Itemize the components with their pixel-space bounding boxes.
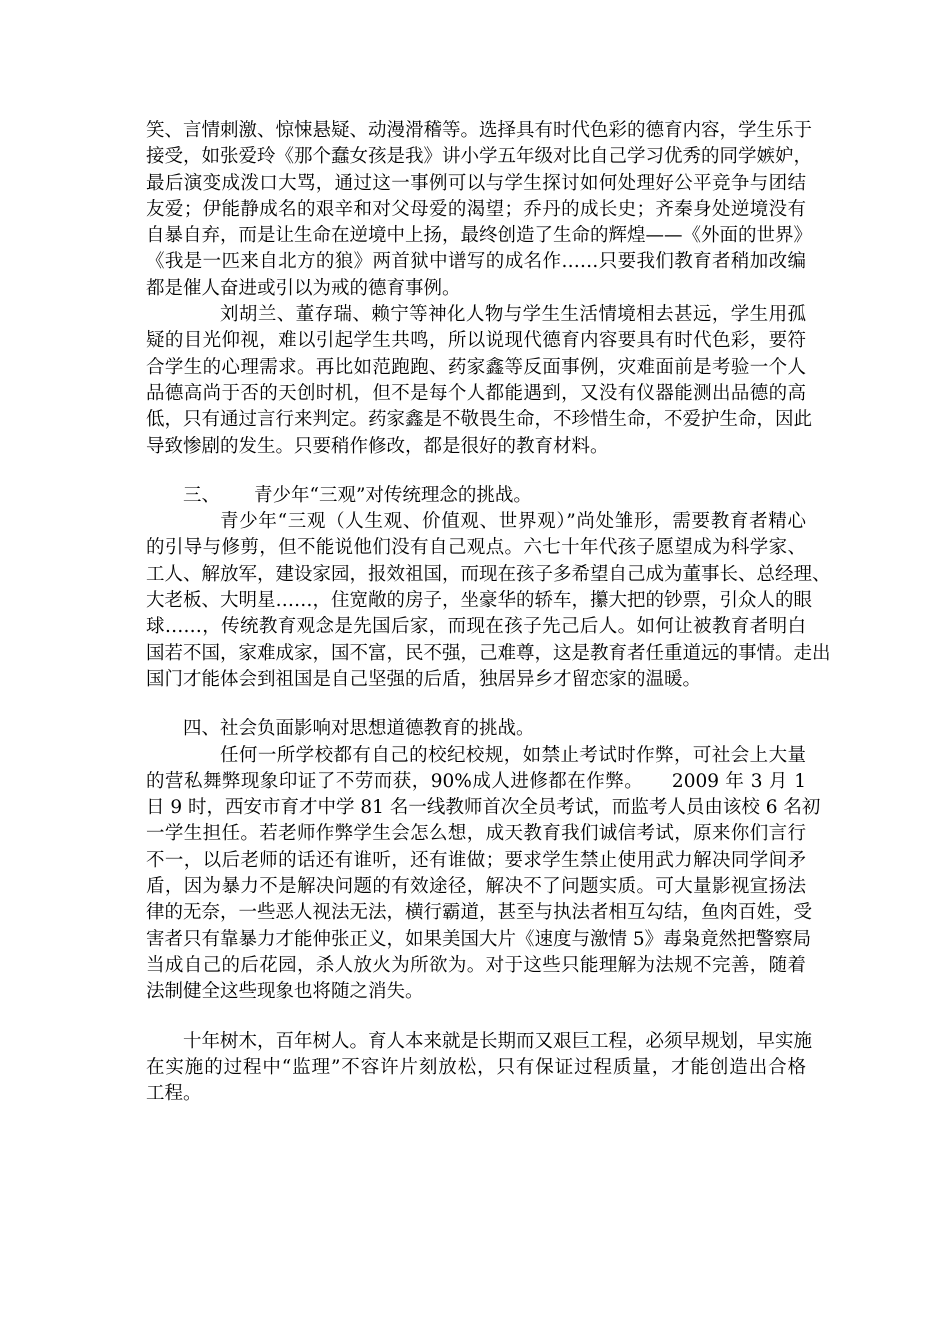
text-line: 《我是一匹来自北方的狼》两首狱中谱写的成名作……只要我们教育者稍加改编 [146,251,806,273]
text-line: 最后演变成泼口大骂，通过这一事例可以与学生探讨如何处理好公平竞争与团结 [146,172,806,194]
paragraph-4 [146,743,821,1006]
text-line: 一学生担任。若老师作弊学生会怎么想，成天教育我们诚信考试，原来你们言行 [146,823,806,845]
section-heading-4 [146,716,806,742]
text-line: 品德高尚于否的天创时机，但不是每个人都能遇到，又没有仪器能测出品德的高 [146,382,806,404]
section-heading-3 [146,483,806,509]
section-title: 青少年“三观”对传统理念的挑战。 [254,484,532,506]
paragraph-2 [146,302,813,460]
text-line: 球……，传统教育观念是先国后家，而现在孩子先己后人。如何让被教育者明白 [146,616,806,638]
text-line: 不一，以后老师的话还有谁听，还有谁做；要求学生禁止使用武力解决同学间矛 [146,849,806,871]
paragraph-3 [146,509,831,693]
text-line: 的营私舞弊现象印证了不劳而获，90%成人进修都在作弊。 2009 年 3 月 1 [146,770,806,792]
text-line: 青少年“三观（人生观、价值观、世界观）”尚处雏形，需要教育者精心 [220,511,806,533]
text-line: 笑、言情刺激、惊悚悬疑、动漫滑稽等。选择具有时代色彩的德育内容，学生乐于 [146,120,813,141]
text-line: 在实施的过程中“监理”不容许片刻放松，只有保证过程质量，才能创造出合格 [146,1056,806,1078]
paragraph-5 [146,1029,813,1108]
paragraph-spacer [146,460,806,483]
text-line: 害者只有靠暴力才能伸张正义，如果美国大片《速度与激情 5》毒枭竟然把警察局 [146,928,812,950]
text-line: 日 9 时，西安市育才中学 81 名一线教师首次全员考试，而监考人员由该校 6 名初 [146,797,821,819]
text-line: 国门才能体会到祖国是自己坚强的后盾，独居异乡才留恋家的温暖。 [146,668,702,690]
text-line: 盾，因为暴力不是解决问题的有效途径，解决不了问题实质。可大量影视宣扬法 [146,876,806,898]
document-page [146,118,831,1107]
text-line: 任何一所学校都有自己的校纪校规，如禁止考试时作弊，可社会上大量 [220,744,806,766]
text-line: 导致惨剧的发生。只要稍作修改，都是很好的教育材料。 [146,435,609,457]
text-line: 刘胡兰、董存瑞、赖宁等神化人物与学生生活情境相去甚远，学生用孤 [220,304,806,326]
text-line: 大老板、大明星……，住宽敞的房子，坐豪华的轿车，攥大把的钞票，引众人的眼 [146,590,813,612]
text-line: 当成自己的后花园，杀人放火为所欲为。对于这些只能理解为法规不完善，随着 [146,954,806,976]
text-line: 国若不国，家难成家，国不富，民不强，己难尊，这是教育者任重道远的事情。走出 [146,642,831,664]
text-line: 工人、解放军，建设家园，报效祖国，而现在孩子多希望自己成为董事长、总经理、 [146,563,831,585]
text-line: 低，只有通过言行来判定。药家鑫是不敬畏生命，不珍惜生命，不爱护生命，因此 [146,409,813,431]
paragraph-spacer [146,693,806,716]
paragraph-1 [146,118,813,302]
text-line: 合学生的心理需求。再比如范跑跑、药家鑫等反面事例，灾难面前是考验一个人 [146,356,806,378]
text-line: 疑的目光仰视，难以引起学生共鸣，所以说现代德育内容要具有时代色彩，要符 [146,330,806,352]
text-line: 律的无奈，一些恶人视法无法，横行霸道，甚至与执法者相互勾结，鱼肉百姓，受 [146,902,813,924]
text-line: 接受，如张爱玲《那个蠢女孩是我》讲小学五年级对比自己学习优秀的同学嫉妒， [146,146,813,168]
section-title: 四、社会负面影响对思想道德教育的挑战。 [183,718,535,740]
text-line: 十年树木，百年树人。育人本来就是长期而又艰巨工程，必须早规划，早实施 [183,1030,813,1052]
text-line: 自暴自弃，而是让生命在逆境中上扬，最终创造了生命的辉煌——《外面的世界》 [146,225,813,247]
text-line: 友爱；伊能静成名的艰辛和对父母爱的渴望；乔丹的成长史；齐秦身处逆境没有 [146,198,806,220]
text-line: 工程。 [146,1083,202,1105]
text-line: 都是催人奋进或引以为戒的德育事例。 [146,277,461,299]
text-line: 法制健全这些现象也将随之消失。 [146,981,424,1003]
paragraph-spacer [146,1006,806,1029]
text-line: 的引导与修剪，但不能说他们没有自己观点。六七十年代孩子愿望成为科学家、 [146,537,806,559]
section-number: 三、 [183,484,221,506]
